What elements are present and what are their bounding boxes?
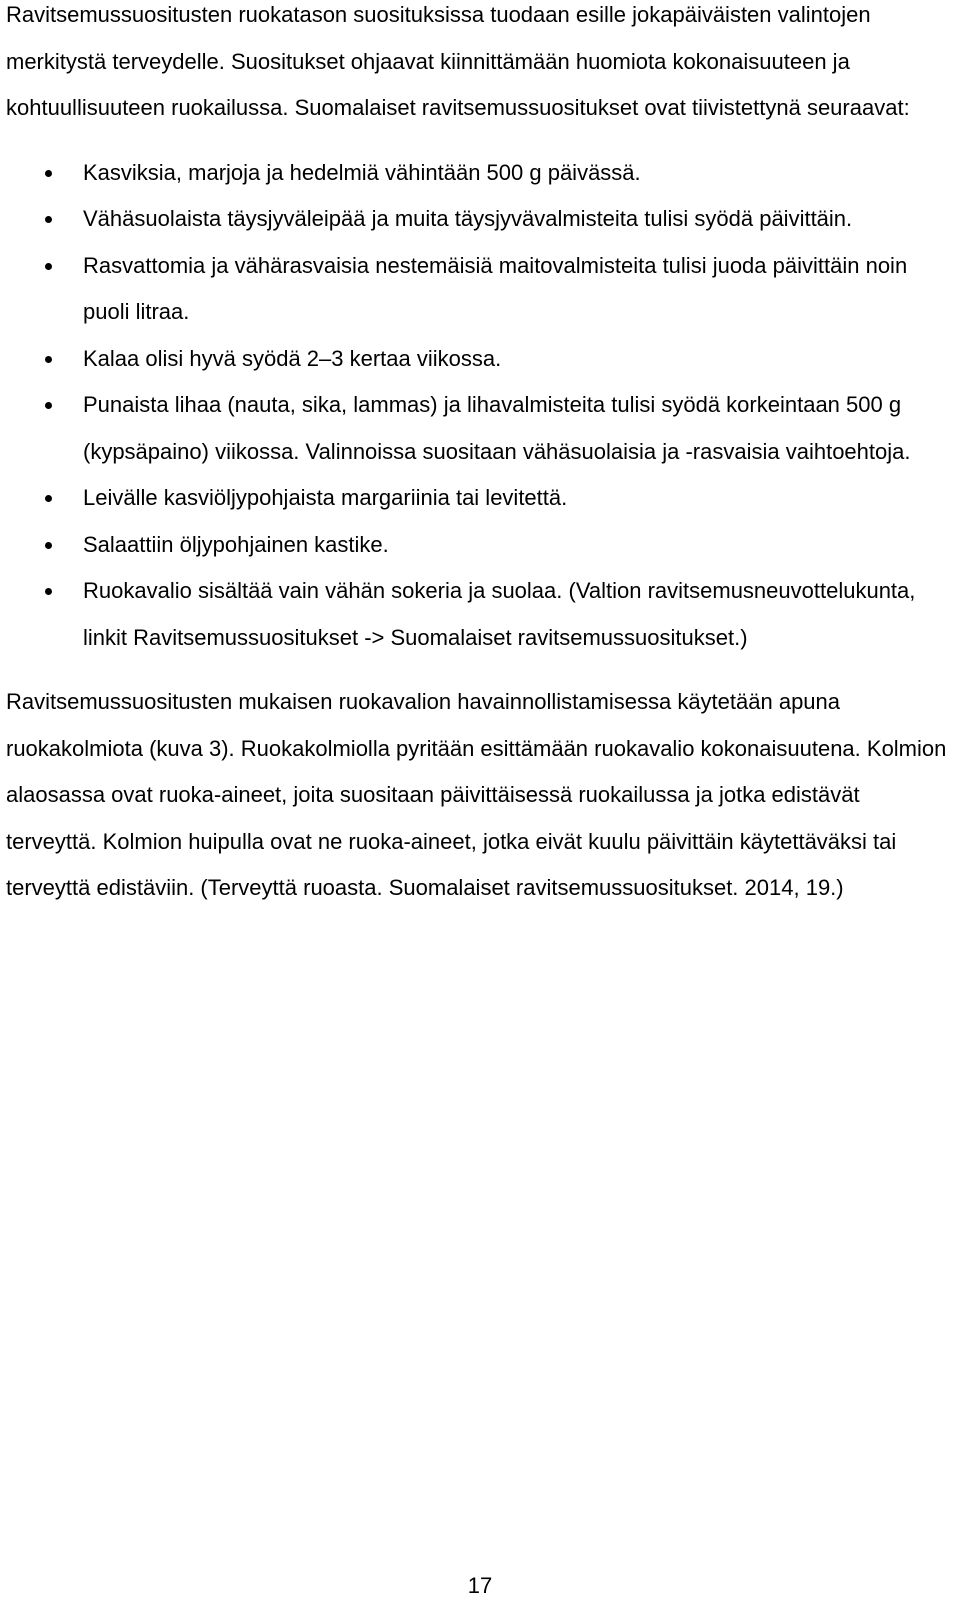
- list-item: [6, 243, 952, 336]
- bullet-icon: [45, 495, 52, 502]
- bullet-icon: [45, 216, 52, 223]
- list-item: [6, 382, 952, 475]
- bullet-icon: [45, 542, 52, 549]
- list-item-text: Salaattiin öljypohjainen kastike.: [83, 531, 389, 557]
- bullet-icon: [45, 356, 52, 363]
- list-item-text: Punaista lihaa (nauta, sika, lammas) ja lihavalmisteita tulisi syödä korkeintaan 500 g (kypsäpaino) viikossa. Valinnoissa suositaan vähäsuolaisia ja -rasvaisia vaihtoehtoja.: [83, 392, 911, 464]
- list-item: [6, 150, 952, 197]
- list-item-text: Kasviksia, marjoja ja hedelmiä vähintään 500 g päivässä.: [83, 159, 641, 185]
- bullet-icon: [45, 588, 52, 595]
- list-item-text: Ruokavalio sisältää vain vähän sokeria ja suolaa. (Valtion ravitsemusneuvottelukunta, linkit Ravitsemussuositukset -> Suomalaiset ravitsemussuositukset.): [83, 578, 916, 650]
- bullet-icon: [45, 170, 52, 177]
- list-item-text: Leivälle kasviöljypohjaista margariinia tai levitettä.: [83, 485, 568, 510]
- list-item: [6, 522, 952, 569]
- document-page: [6, 0, 952, 912]
- list-item: [6, 475, 952, 522]
- bullet-icon: [45, 263, 52, 270]
- list-item: [6, 336, 952, 383]
- list-item-text: Vähäsuolaista täysjyväleipää ja muita täysjyvävalmisteita tulisi syödä päivittäin.: [83, 206, 853, 231]
- bullet-icon: [45, 402, 52, 409]
- list-item: [6, 196, 952, 243]
- page-number: 17: [467, 1573, 493, 1598]
- list-item: [6, 568, 952, 661]
- list-item-text: Kalaa olisi hyvä syödä 2–3 kertaa viikossa.: [83, 345, 502, 371]
- food-triangle-paragraph: Ravitsemussuositusten mukaisen ruokavalion havainnollistamisessa käytetään apuna ruokakolmiota (kuva 3). Ruokakolmiolla pyritään esittämään ruokavalio kokonaisuutena. Kolmion alaosassa ovat ruoka-aineet, joita suositaan päivittäisessä ruokailussa ja jotka edistävät terveyttä. Kolmion huipulla ovat ne ruoka-aineet, jotka eivät kuulu päivittäin käytettäväksi tai terveyttä edistäviin. (Terveyttä ruoasta. Suomalaiset ravitsemussuositukset. 2014, 19.): [6, 689, 947, 900]
- list-item-text: Rasvattomia ja vähärasvaisia nestemäisiä maitovalmisteita tulisi juoda päivittäin noin puoli litraa.: [83, 252, 908, 324]
- recommendation-list: [6, 150, 952, 662]
- intro-paragraph: Ravitsemussuositusten ruokatason suosituksissa tuodaan esille jokapäiväisten valintojen merkitystä terveydelle. Suositukset ohjaavat kiinnittämään huomiota kokonaisuuteen ja kohtuullisuuteen ruokailussa. Suomalaiset ravitsemussuositukset ovat tiivistettynä seuraavat:: [6, 2, 910, 120]
